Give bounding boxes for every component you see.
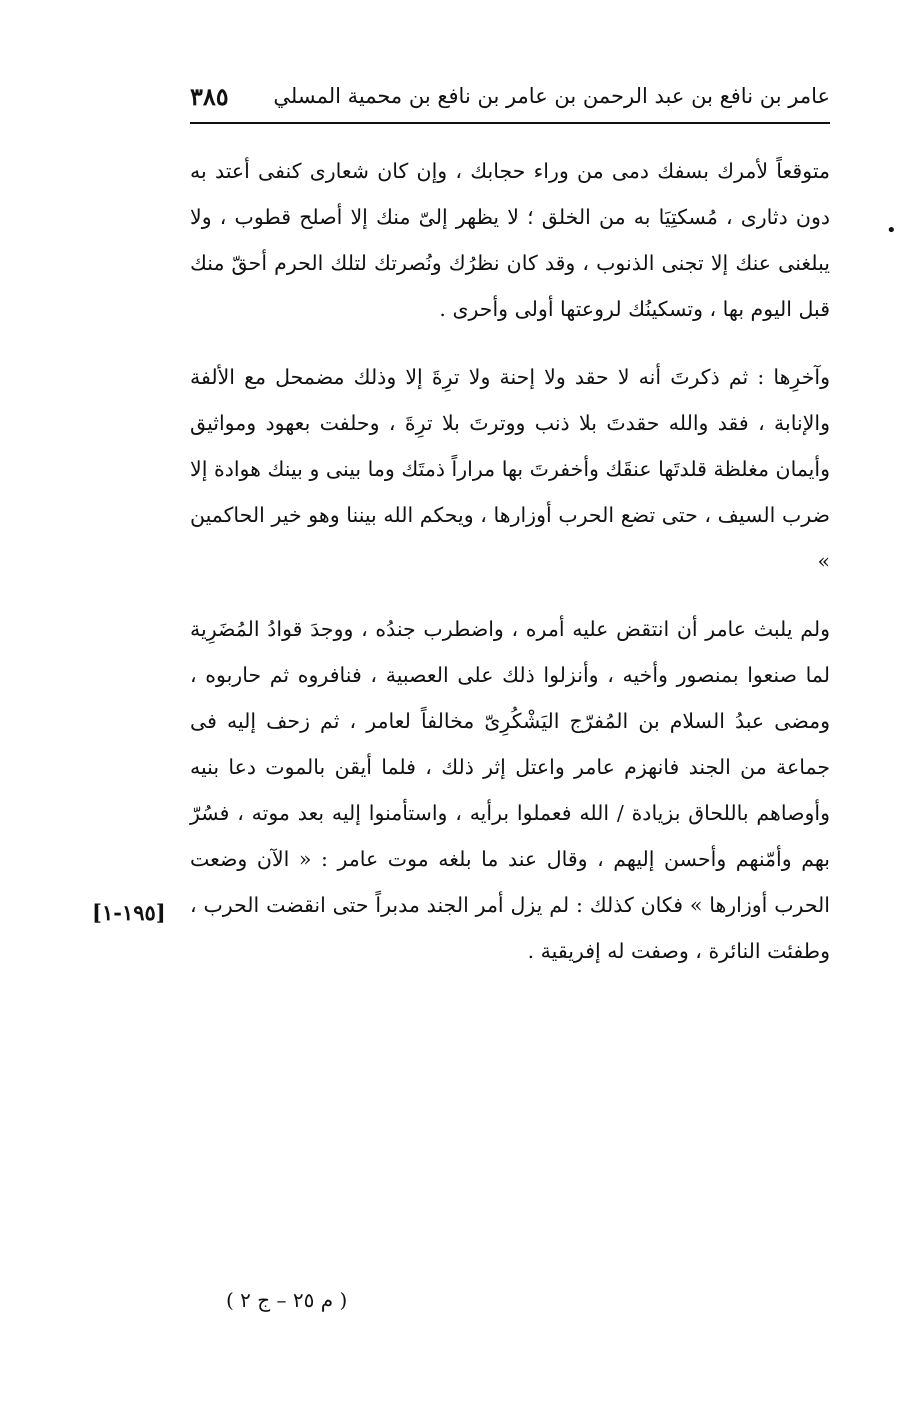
margin-reference-note: [١٩٥-١]	[92, 900, 166, 925]
margin-mark: •	[886, 220, 897, 241]
footer-signature: ( م ٢٥ – ج ٢ )	[226, 1288, 348, 1312]
running-title: عامر بن نافع بن عبد الرحمن بن عامر بن نافع بن محمية المسلي	[273, 84, 830, 108]
paragraph-2: وآخرِها : ثم ذكرتَ أنه لا حقد ولا إحنة ولا ترِةَ إلا وذلك مضمحل مع الألفة والإنابة ، فقد والله حقدتَ بلا ذنب ووترتَ بلا ترِةَ ، وحلفت بعهود ومواثيق وأيمان مغلظة قلدتَها عنقَك وأخفرتَ بها مراراً ذمتَك وما بينى و بينك هوادة إلا ضرب السيف ، حتى تضع الحرب أوزارها ، ويحكم الله بيننا وهو خير الحاكمين »	[190, 365, 830, 573]
page-number: ٣٨٥	[190, 82, 229, 111]
running-head	[190, 78, 830, 118]
header-rule	[190, 122, 830, 124]
paragraph-1: متوقعاً لأمرك بسفك دمى من وراء حجابك ، وإن كان شعارى كنفى أعتد به دون دثارى ، مُسكتِيَا به من الخلق ؛ لا يظهر إلىّ منك إلا أصلح قطوب ، ولا يبلغنى عنك إلا تجنى الذنوب ، وقد كان نظرُك ونُصرتك لتلك الحرم أحقّ منك قبل اليوم بها ، وتسكينُك لروعتها أولى وأحرى .	[190, 159, 830, 321]
paragraph-3: ولم يلبث عامر أن انتقض عليه أمره ، واضطرب جندُه ، ووجدَ قوادُ المُضَرِية لما صنعوا بمنصور وأخيه ، وأنزلوا ذلك على العصبية ، فنافروه ثم حاربوه ، ومضى عبدُ السلام بن المُفرّج اليَشْكُرِىّ مخالفاً لعامر ، ثم زحف إليه فى جماعة من الجند فانهزم عامر واعتل إثر ذلك ، فلما أيقن بالموت دعا بنيه وأوصاهم باللحاق بزيادة / الله فعملوا برأيه ، واستأمنوا إليه بعد موته ، فسُرّ بهم وأمّنهم وأحسن إليهم ، وقال عند ما بلغه موت عامر : « الآن وضعت الحرب أوزارها » فكان كذلك : لم يزل أمر الجند مدبراً حتى انقضت الحرب ، وطفئت النائرة ، وصفت له إفريقية .	[190, 617, 830, 963]
body-text	[190, 148, 830, 974]
